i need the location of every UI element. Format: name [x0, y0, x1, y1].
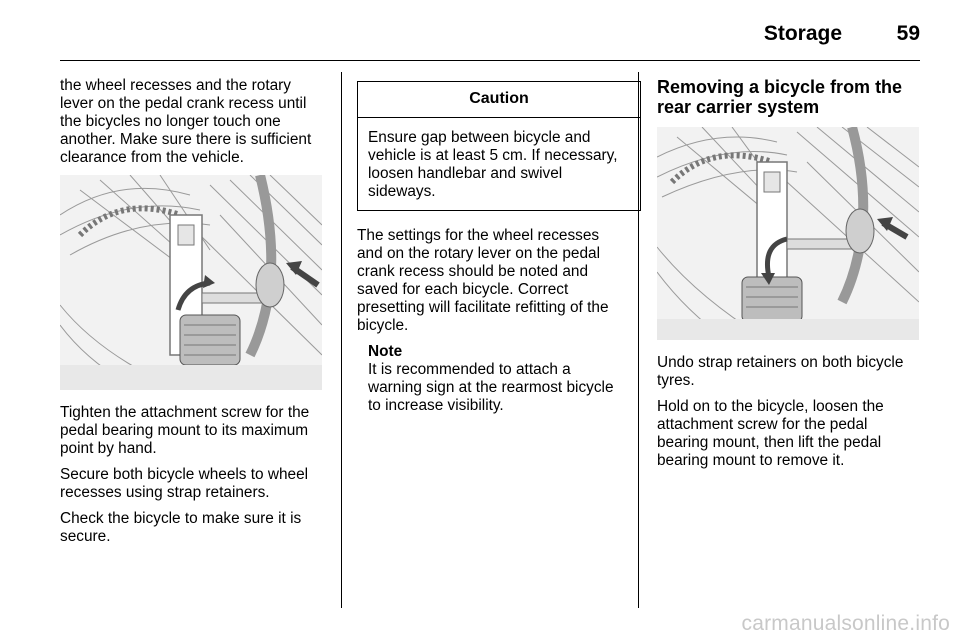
watermark-text: carmanualsonline.info	[741, 612, 950, 635]
note-text: It is recommended to attach a warning sign at the rearmost bicycle to increase visibility.	[368, 361, 614, 414]
column-2	[357, 76, 627, 415]
bicycle-removal-illustration	[657, 127, 919, 340]
column-3	[657, 77, 922, 478]
caution-title: Caution	[358, 82, 640, 118]
bicycle-pedal-mount-illustration	[60, 175, 322, 390]
section-heading: Removing a bicycle from the rear carrier system	[657, 77, 903, 117]
note-block	[357, 343, 627, 415]
page-number: 59	[896, 22, 920, 45]
column-1	[60, 77, 328, 554]
caution-text: Ensure gap between bicycle and vehicle is at least 5 cm. If necessary, loosen handlebar and swivel sideways.	[368, 129, 618, 200]
col1-paragraph: Tighten the attachment screw for the pedal bearing mount to its maximum point by hand.	[60, 404, 310, 457]
section-title: Storage	[763, 22, 842, 45]
caution-box	[357, 81, 641, 211]
column-divider-left	[341, 72, 342, 608]
note-title: Note	[368, 343, 403, 360]
col1-paragraph: Secure both bicycle wheels to wheel recesses using strap retainers.	[60, 466, 309, 501]
header-rule	[60, 60, 920, 61]
col3-paragraph: Hold on to the bicycle, loosen the attachment screw for the pedal bearing mount, then lift the pedal bearing mount to remove it.	[657, 398, 884, 469]
col1-paragraph: Check the bicycle to make sure it is secure.	[60, 510, 302, 545]
page-header	[60, 0, 920, 62]
col3-paragraph: Undo strap retainers on both bicycle tyres.	[657, 354, 904, 389]
col1-paragraph: the wheel recesses and the rotary lever on the pedal crank recess until the bicycles no longer touch one another. Make sure there is sufficient clearance from the vehicle.	[60, 77, 312, 166]
col2-paragraph: The settings for the wheel recesses and on the rotary lever on the pedal crank recess should be noted and saved for each bicycle. Correct presetting will facilitate refitting of the bicycle.	[357, 227, 609, 334]
